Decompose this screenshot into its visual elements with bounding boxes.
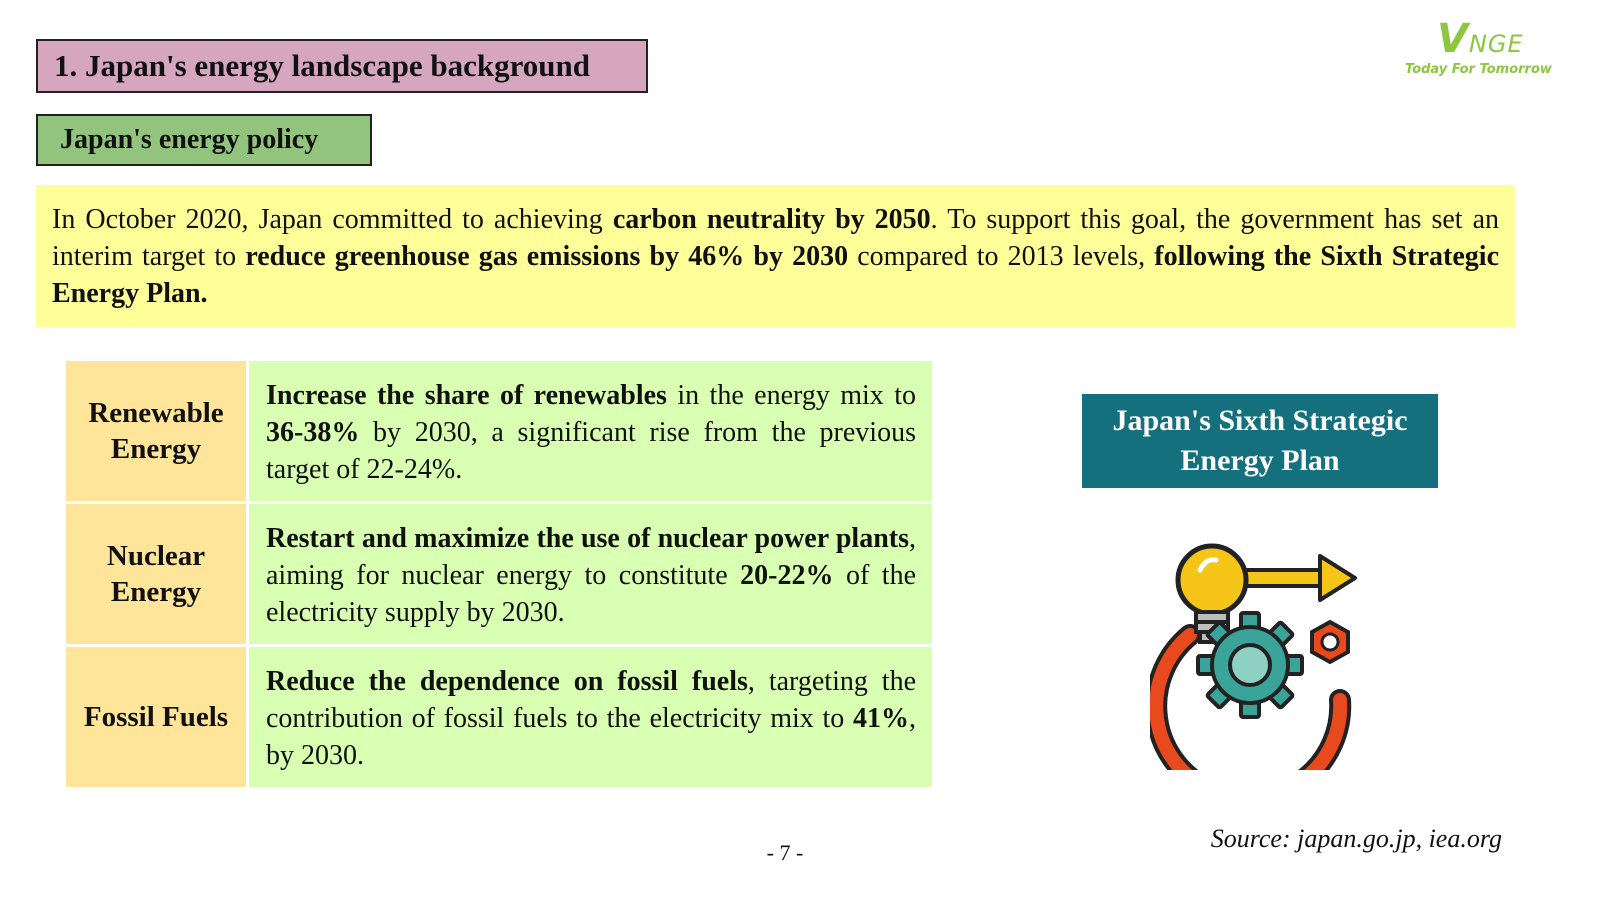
vnge-logo (1395, 8, 1565, 88)
logo-wordmark: VNGE (1437, 16, 1524, 62)
policy-label: Fossil Fuels (66, 647, 246, 787)
policy-text: Increase the share of renewables in the energy mix to 36-38% by 2030, a significant rise from the previous target of 22-24%. (249, 361, 932, 501)
policy-label: Nuclear Energy (66, 504, 246, 644)
policy-text: Reduce the dependence on fossil fuels, targeting the contribution of fossil fuels to the electricity mix to 41%, by 2030. (249, 647, 932, 787)
intro-paragraph: In October 2020, Japan committed to achieving carbon neutrality by 2050. To support this goal, the government has set an interim target to reduce greenhouse gas emissions by 46% by 2030 compared to 2013 levels, following the Sixth Strategic Energy Plan. (36, 185, 1515, 327)
policy-row-nuclear (66, 504, 932, 644)
policy-row-fossil (66, 647, 932, 787)
lightbulb-gear-arrow-icon (1150, 540, 1370, 770)
sub-title: Japan's energy policy (36, 114, 372, 166)
source-citation: Source: japan.go.jp, iea.org (1210, 824, 1502, 853)
policy-table (66, 361, 932, 790)
section-title: 1. Japan's energy landscape background (36, 39, 648, 93)
policy-row-renewable (66, 361, 932, 501)
page-number: - 7 - (766, 840, 804, 865)
policy-text: Restart and maximize the use of nuclear power plants, aiming for nuclear energy to constitute 20-22% of the electricity supply by 2030. (249, 504, 932, 644)
policy-label: Renewable Energy (66, 361, 246, 501)
plan-title-box: Japan's Sixth Strategic Energy Plan (1082, 394, 1438, 488)
logo-tagline: Today For Tomorrow (1405, 62, 1552, 77)
